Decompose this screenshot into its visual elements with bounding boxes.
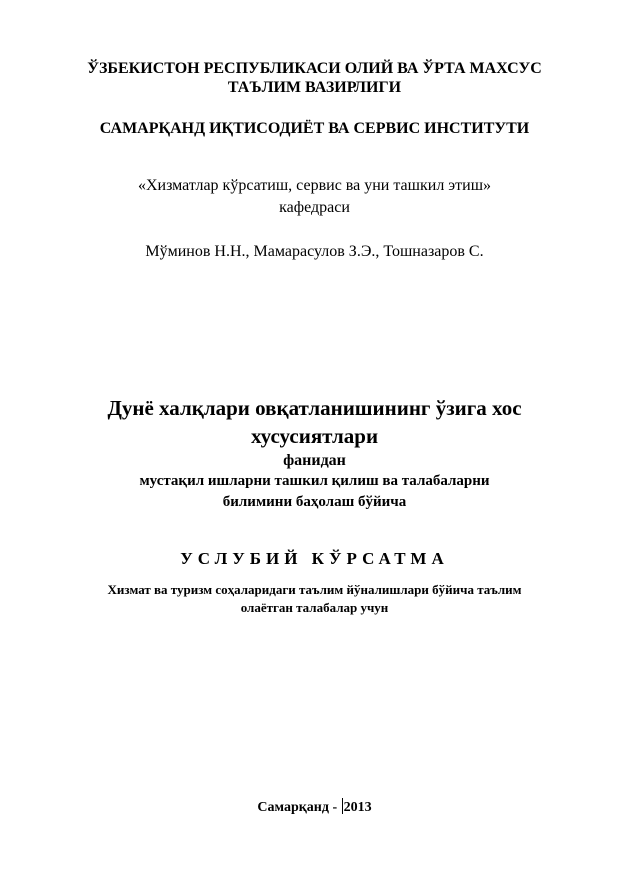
institute-name: САМАРҚАНД ИҚТИСОДИЁТ ВА СЕРВИС ИНСТИТУТИ xyxy=(99,120,530,137)
text-cursor xyxy=(342,798,343,814)
audience-line-2: олаётган талабалар учун xyxy=(240,600,389,615)
title-line-5: билимини баҳолаш бўйича xyxy=(222,494,407,510)
authors: Мўминов Н.Н., Мамарасулов З.Э., Тошназаров С. xyxy=(145,243,484,260)
title-line-3: фанидан xyxy=(283,452,346,469)
footer-year: 2013 xyxy=(343,800,372,815)
title-line-2: хусусиятлари xyxy=(250,424,379,448)
ministry-line-1: ЎЗБЕКИСТОН РЕСПУБЛИКАСИ ОЛИЙ ВА ЎРТА МАХСУС xyxy=(87,60,542,77)
document-type: УСЛУБИЙ КЎРСАТМА xyxy=(180,549,449,568)
title-line-4: мустақил ишларни ташкил қилиш ва талабаларни xyxy=(139,473,490,489)
footer-city: Самарқанд - xyxy=(257,800,341,815)
department-line-2: кафедраси xyxy=(279,199,350,216)
title-line-1: Дунё халқлари овқатланишининг ўзига хос xyxy=(107,396,522,420)
audience-line-1: Хизмат ва туризм соҳаларидаги таълим йўналишлари бўйича таълим xyxy=(107,582,522,597)
footer-city-year xyxy=(0,798,629,815)
ministry-line-2: ТАЪЛИМ ВАЗИРЛИГИ xyxy=(227,79,402,96)
department-line-1: «Хизматлар кўрсатиш, сервис ва уни ташкил этиш» xyxy=(137,177,492,194)
